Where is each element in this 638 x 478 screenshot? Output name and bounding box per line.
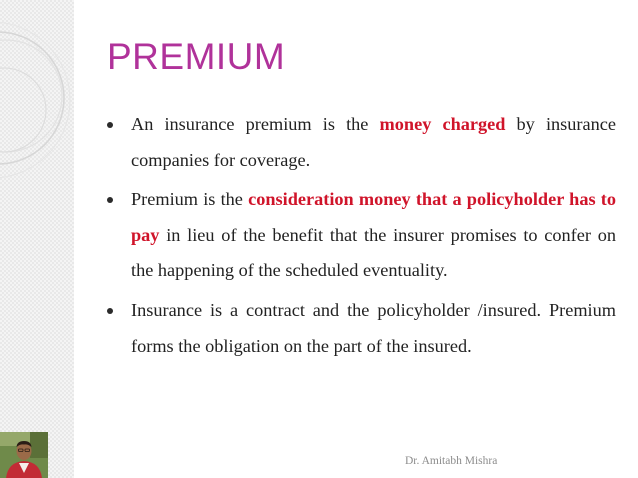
- bullet-item: [104, 182, 616, 289]
- bullet-item: [104, 107, 616, 178]
- round-bullet-icon: [107, 122, 113, 128]
- bullet-text: Premium is the: [131, 189, 249, 210]
- bullet-item: [104, 293, 616, 364]
- bullet-text: in lieu of the benefit that the insurer promises to confer on the happening of the scheduled eventuality.: [131, 224, 616, 281]
- highlighted-term: money charged: [379, 114, 506, 134]
- bullet-list: [104, 107, 616, 368]
- highlighted-term: consideration money that a policyholder has to pay: [131, 189, 616, 245]
- bullet-text: by insurance companies for coverage.: [131, 114, 616, 170]
- presenter-photo-icon: [0, 432, 48, 478]
- round-bullet-icon: [107, 197, 113, 203]
- bullet-text: Insurance is a contract and the policyholder /insured. Premium forms the obligation on the part of the insured.: [131, 299, 616, 356]
- slide-title: PREMIUM: [107, 36, 286, 77]
- left-decorative-band: [0, 0, 74, 478]
- concentric-arc-decoration-icon: [0, 0, 74, 478]
- footer-author: Dr. Amitabh Mishra: [405, 455, 498, 467]
- round-bullet-icon: [107, 308, 113, 314]
- bullet-text: An insurance premium is the: [131, 114, 380, 134]
